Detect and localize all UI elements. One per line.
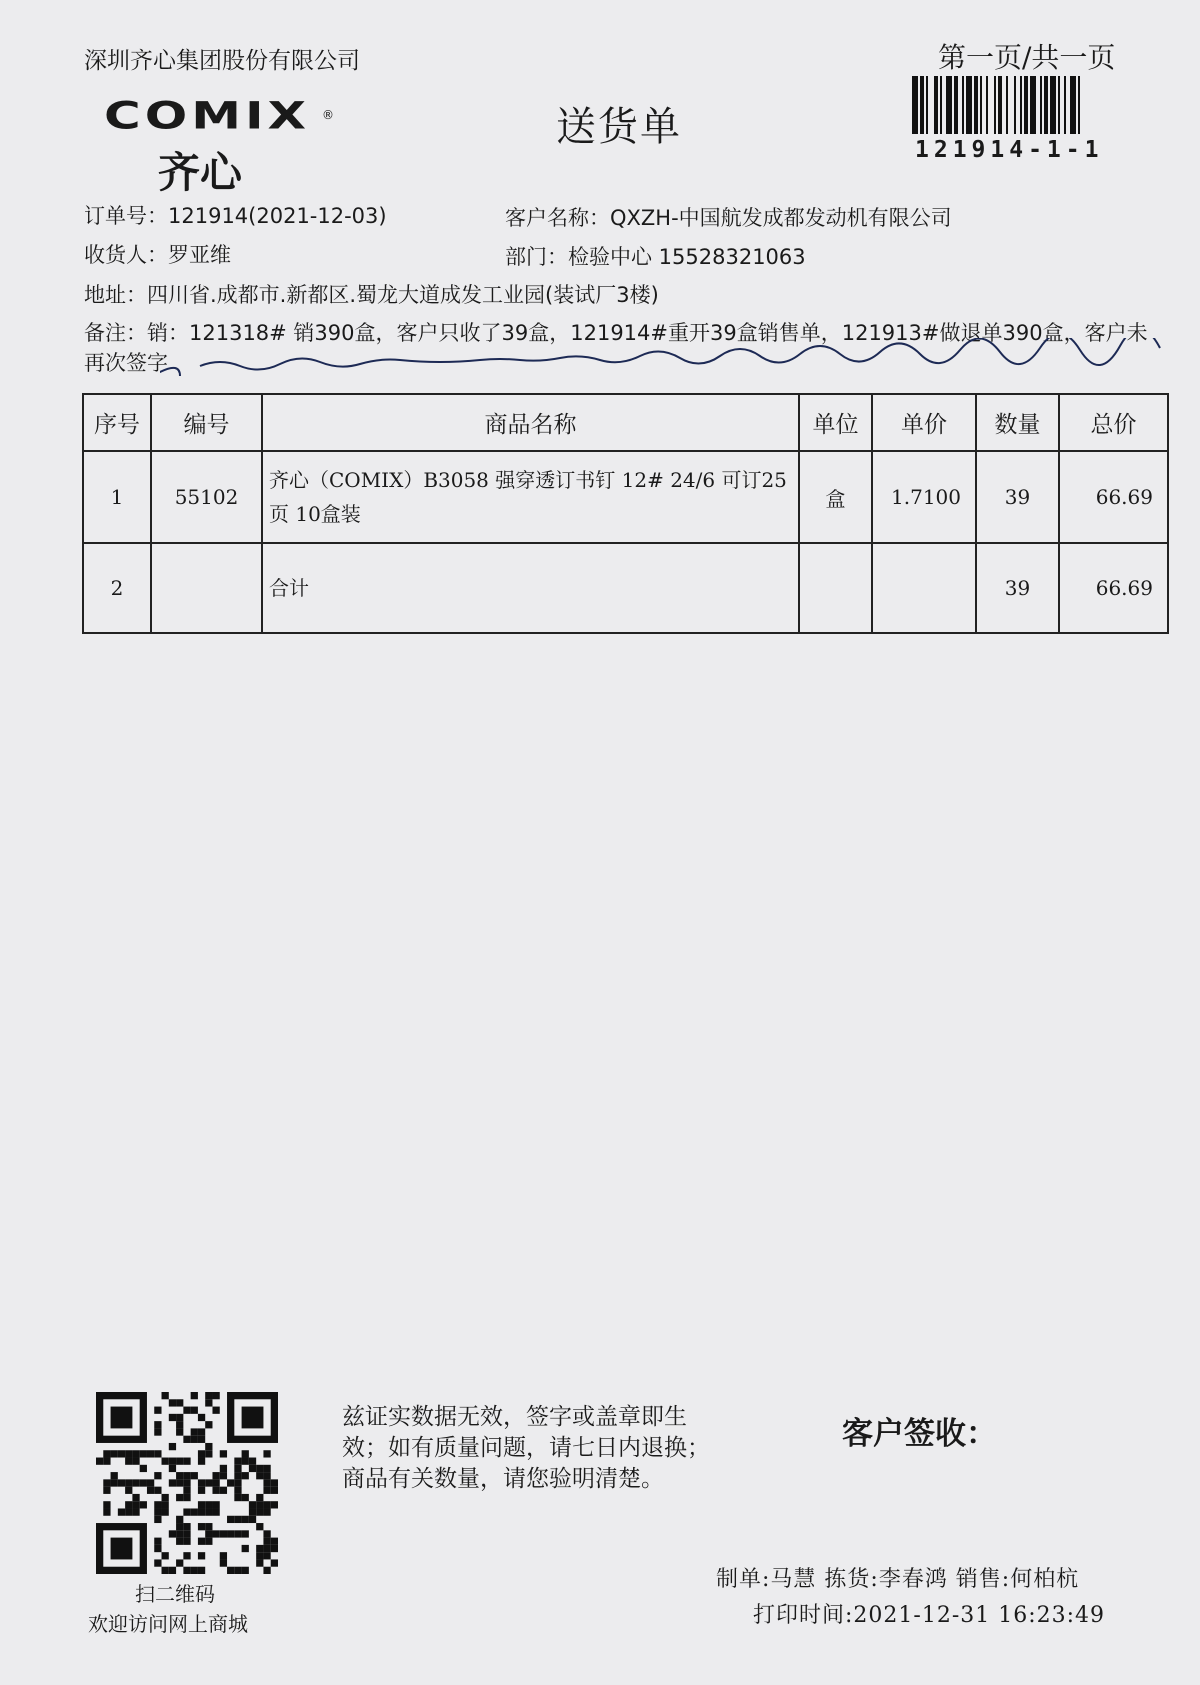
table-row-total bbox=[83, 543, 1168, 633]
cell-code bbox=[151, 543, 262, 633]
cell-code: 55102 bbox=[151, 451, 262, 543]
cell-unit bbox=[799, 543, 872, 633]
cell-total: 66.69 bbox=[1059, 451, 1168, 543]
remark: 备注：销：121318# 销390盒，客户只收了39盒，121914#重开39盒销售单，121913#做退单390盒，客户未再次签字 bbox=[84, 321, 1148, 375]
registered-mark: ® bbox=[322, 108, 334, 122]
qr-code-icon bbox=[96, 1392, 278, 1574]
barcode-number: 121914-1-1 bbox=[915, 137, 1104, 163]
col-total: 总价 bbox=[1059, 394, 1168, 451]
cell-total: 66.69 bbox=[1059, 543, 1168, 633]
col-unit: 单位 bbox=[799, 394, 872, 451]
cell-unit-price: 1.7100 bbox=[872, 451, 976, 543]
customer-signature-label: 客户签收： bbox=[842, 1416, 997, 1452]
col-code: 编号 bbox=[151, 394, 262, 451]
notice-text bbox=[342, 1402, 710, 1495]
company-name: 深圳齐心集团股份有限公司 bbox=[84, 48, 360, 74]
notice-line: 效；如有质量问题，请七日内退换； bbox=[342, 1435, 710, 1461]
cell-quantity: 39 bbox=[976, 543, 1059, 633]
department: 部门：检验中心 15528321063 bbox=[505, 245, 806, 269]
qr-caption-scan: 扫二维码 bbox=[135, 1582, 215, 1606]
col-quantity: 数量 bbox=[976, 394, 1059, 451]
staff-info: 制单:马慧 拣货:李春鸿 销售:何柏杭 bbox=[716, 1567, 1080, 1592]
table-header-row bbox=[83, 394, 1168, 451]
cell-product-name: 齐心（COMIX）B3058 强穿透订书钉 12# 24/6 可订25页 10盒装 bbox=[262, 451, 799, 543]
handwritten-underline bbox=[160, 338, 1170, 388]
col-seq: 序号 bbox=[83, 394, 151, 451]
order-number: 订单号：121914(2021-12-03) bbox=[84, 204, 387, 228]
barcode bbox=[912, 76, 1132, 134]
col-unit-price: 单价 bbox=[872, 394, 976, 451]
cell-seq: 2 bbox=[83, 543, 151, 633]
comix-logo-chinese: 齐心 bbox=[158, 148, 243, 197]
comix-logo: COMIX bbox=[104, 94, 311, 138]
cell-product-name: 合计 bbox=[262, 543, 799, 633]
qr-caption-mall: 欢迎访问网上商城 bbox=[88, 1612, 248, 1636]
cell-seq: 1 bbox=[83, 451, 151, 543]
page-indicator: 第一页/共一页 bbox=[938, 41, 1116, 74]
items-table bbox=[82, 393, 1169, 634]
notice-line: 商品有关数量，请您验明清楚。 bbox=[342, 1466, 664, 1492]
address: 地址：四川省.成都市.新都区.蜀龙大道成发工业园(装试厂3楼) bbox=[84, 283, 659, 307]
customer-name: 客户名称：QXZH-中国航发成都发动机有限公司 bbox=[505, 206, 952, 230]
document-title: 送货单 bbox=[556, 104, 682, 150]
notice-line: 兹证实数据无效，签字或盖章即生 bbox=[342, 1404, 687, 1430]
table-row bbox=[83, 451, 1168, 543]
receiver: 收货人：罗亚维 bbox=[84, 243, 231, 267]
cell-unit: 盒 bbox=[799, 451, 872, 543]
print-time: 打印时间:2021-12-31 16:23:49 bbox=[753, 1603, 1106, 1628]
cell-unit-price bbox=[872, 543, 976, 633]
cell-quantity: 39 bbox=[976, 451, 1059, 543]
col-product-name: 商品名称 bbox=[262, 394, 799, 451]
